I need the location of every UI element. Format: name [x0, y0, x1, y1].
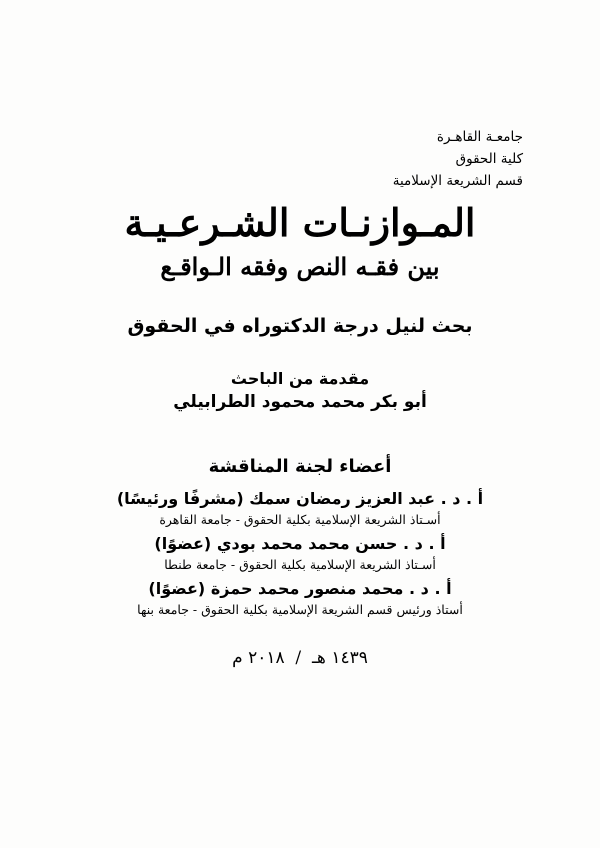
member-name: أ . د . حسن محمد محمد بودي (عضوًا)	[154, 534, 446, 553]
member-affiliation: أستاذ ورئيس قسم الشريعة الإسلامية بكلية الحقوق - جامعة بنها	[137, 602, 463, 617]
institution-header	[393, 126, 523, 192]
researcher-label: مقدمة من الباحث	[230, 369, 370, 388]
thesis-subtitle: بين فقـه النص وفقه الـواقـع	[160, 252, 440, 281]
researcher-name: أبو بكر محمد محمود الطرابيلي	[173, 392, 427, 412]
researcher-block	[0, 367, 600, 414]
committee-member	[0, 487, 600, 530]
university-name: جامعـة القاهـرة	[436, 129, 523, 145]
publication-date: ١٤٣٩ هـ / ٢٠١٨ م	[232, 648, 368, 668]
committee-heading: أعضاء لجنة المناقشة	[208, 456, 392, 477]
member-affiliation: أسـتاذ الشريعة الإسلامية بكلية الحقوق - جامعة القاهرة	[159, 512, 441, 527]
degree-statement: بحث لنيل درجة الدكتوراه في الحقوق	[127, 315, 473, 337]
committee-section	[0, 455, 600, 622]
committee-member	[0, 532, 600, 575]
thesis-main-title: المـوازنـات الشـرعـيـة	[124, 200, 476, 245]
committee-member	[0, 577, 600, 620]
faculty-name: كلية الحقوق	[455, 151, 523, 167]
department-name: قسم الشريعة الإسلامية	[392, 173, 523, 189]
member-name: أ . د . عبد العزيز رمضان سمك (مشرفًا ورئيسًا)	[116, 489, 484, 508]
member-affiliation: أسـتاذ الشريعة الإسلامية بكلية الحقوق - جامعة طنطا	[164, 557, 436, 572]
member-name: أ . د . محمد منصور محمد حمزة (عضوًا)	[148, 579, 452, 598]
